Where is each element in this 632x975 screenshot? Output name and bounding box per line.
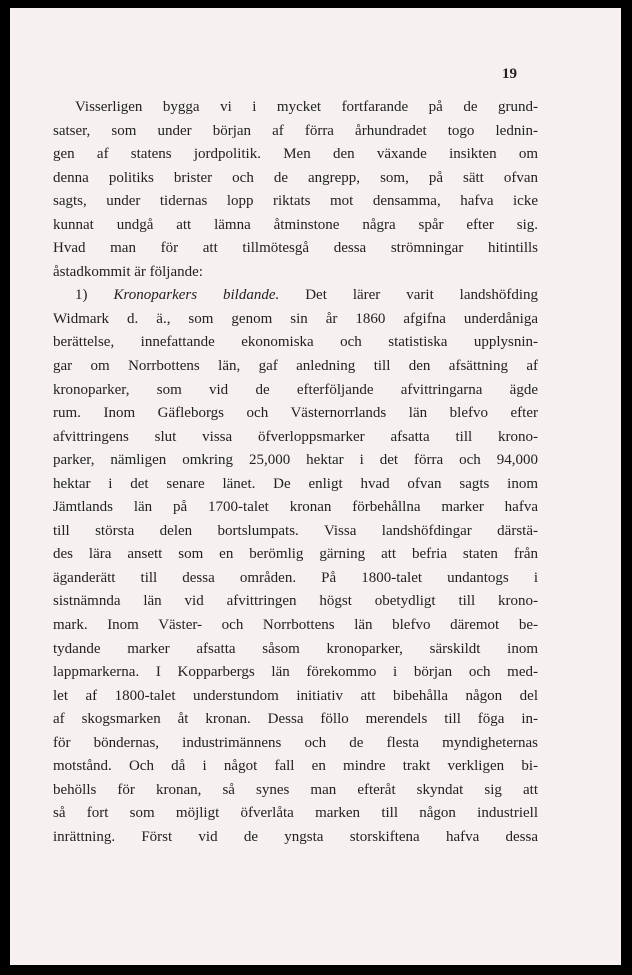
text-line: för böndernas, industrimännens och de flesta myndigheternas <box>53 734 538 751</box>
text-line: äganderätt till dessa områden. På 1800-talet undantogs i <box>53 569 538 586</box>
text-line: motstånd. Och då i något fall en mindre trakt verkligen bi- <box>53 758 538 775</box>
text-line: rum. Inom Gäfleborgs och Västernorrlands län blefvo efter <box>53 405 538 422</box>
page-number: 19 <box>502 66 517 82</box>
list-item-number: 1) <box>75 287 88 304</box>
list-item-line <box>53 284 538 308</box>
text-line: sagts, under tidernas lopp riktats mot densamma, hafva icke <box>53 193 538 210</box>
text-line: tydande marker afsatta såsom kronoparker, särskildt inom <box>53 640 538 657</box>
text-line: let af 1800-talet understundom initiativ att bibehålla någon del <box>53 687 538 704</box>
text-line: kronoparker, som vid de efterföljande afvittringarna ägde <box>53 381 538 398</box>
text-line: behölls för kronan, så synes man efteråt skyndat sig att <box>53 781 538 798</box>
text-line: des lära ansett som en berömlig gärning att befria staten från <box>53 546 538 563</box>
text-line: inrättning. Först vid de yngsta storskiftena hafva dessa <box>53 828 538 845</box>
text-line: gen af statens jordpolitik. Men den växande insikten om <box>53 146 538 163</box>
text-line: så fort som möjligt öfverlåta marken till någon industriell <box>53 805 538 822</box>
text-line: af skogsmarken åt kronan. Dessa föllo merendels till föga in- <box>53 711 538 728</box>
text-line: Widmark d. ä., som genom sin år 1860 afgifna underdåniga <box>53 310 538 327</box>
list-item-text: Det lärer varit landshöfding <box>305 287 539 304</box>
text-line: mark. Inom Väster- och Norrbottens län blefvo däremot be- <box>53 617 538 634</box>
text-line: sistnämnda län vid afvittringen högst obetydligt till krono- <box>53 593 538 610</box>
text-line: gar om Norrbottens län, gaf anledning till den afsättning af <box>53 358 538 375</box>
text-line: afvittringens slut vissa öfverloppsmarker afsatta till krono- <box>53 428 538 445</box>
text-line: till största delen bortslumpats. Vissa landshöfdingar därstä- <box>53 522 538 539</box>
text-line: berättelse, innefattande ekonomiska och statistiska upplysnin- <box>53 334 538 351</box>
text-line: kunnat undgå att lämna åtminstone några spår efter sig. <box>53 216 538 233</box>
body-text <box>53 96 538 850</box>
text-line: satser, som under början af förra århundradet togo lednin- <box>53 122 538 139</box>
text-line: parker, nämligen omkring 25,000 hektar i det förra och 94,000 <box>53 452 538 469</box>
list-item-heading: Kronoparkers bildande. <box>113 287 280 304</box>
text-line: Jämtlands län på 1700-talet kronan förbehållna marker hafva <box>53 499 538 516</box>
text-line: Hvad man för att tillmötesgå dessa strömningar hitintills <box>53 240 538 257</box>
book-page <box>10 8 621 965</box>
text-line: lappmarkerna. I Kopparbergs län förekommo i början och med- <box>53 664 538 681</box>
text-line: hektar i det senare länet. De enligt hvad ofvan sagts inom <box>53 475 538 492</box>
text-line: åstadkommit är följande: <box>53 263 203 280</box>
text-line: denna politiks brister och de angrepp, som, på sätt ofvan <box>53 169 538 186</box>
text-line: Visserligen bygga vi i mycket fortfarande på de grund- <box>75 99 538 115</box>
